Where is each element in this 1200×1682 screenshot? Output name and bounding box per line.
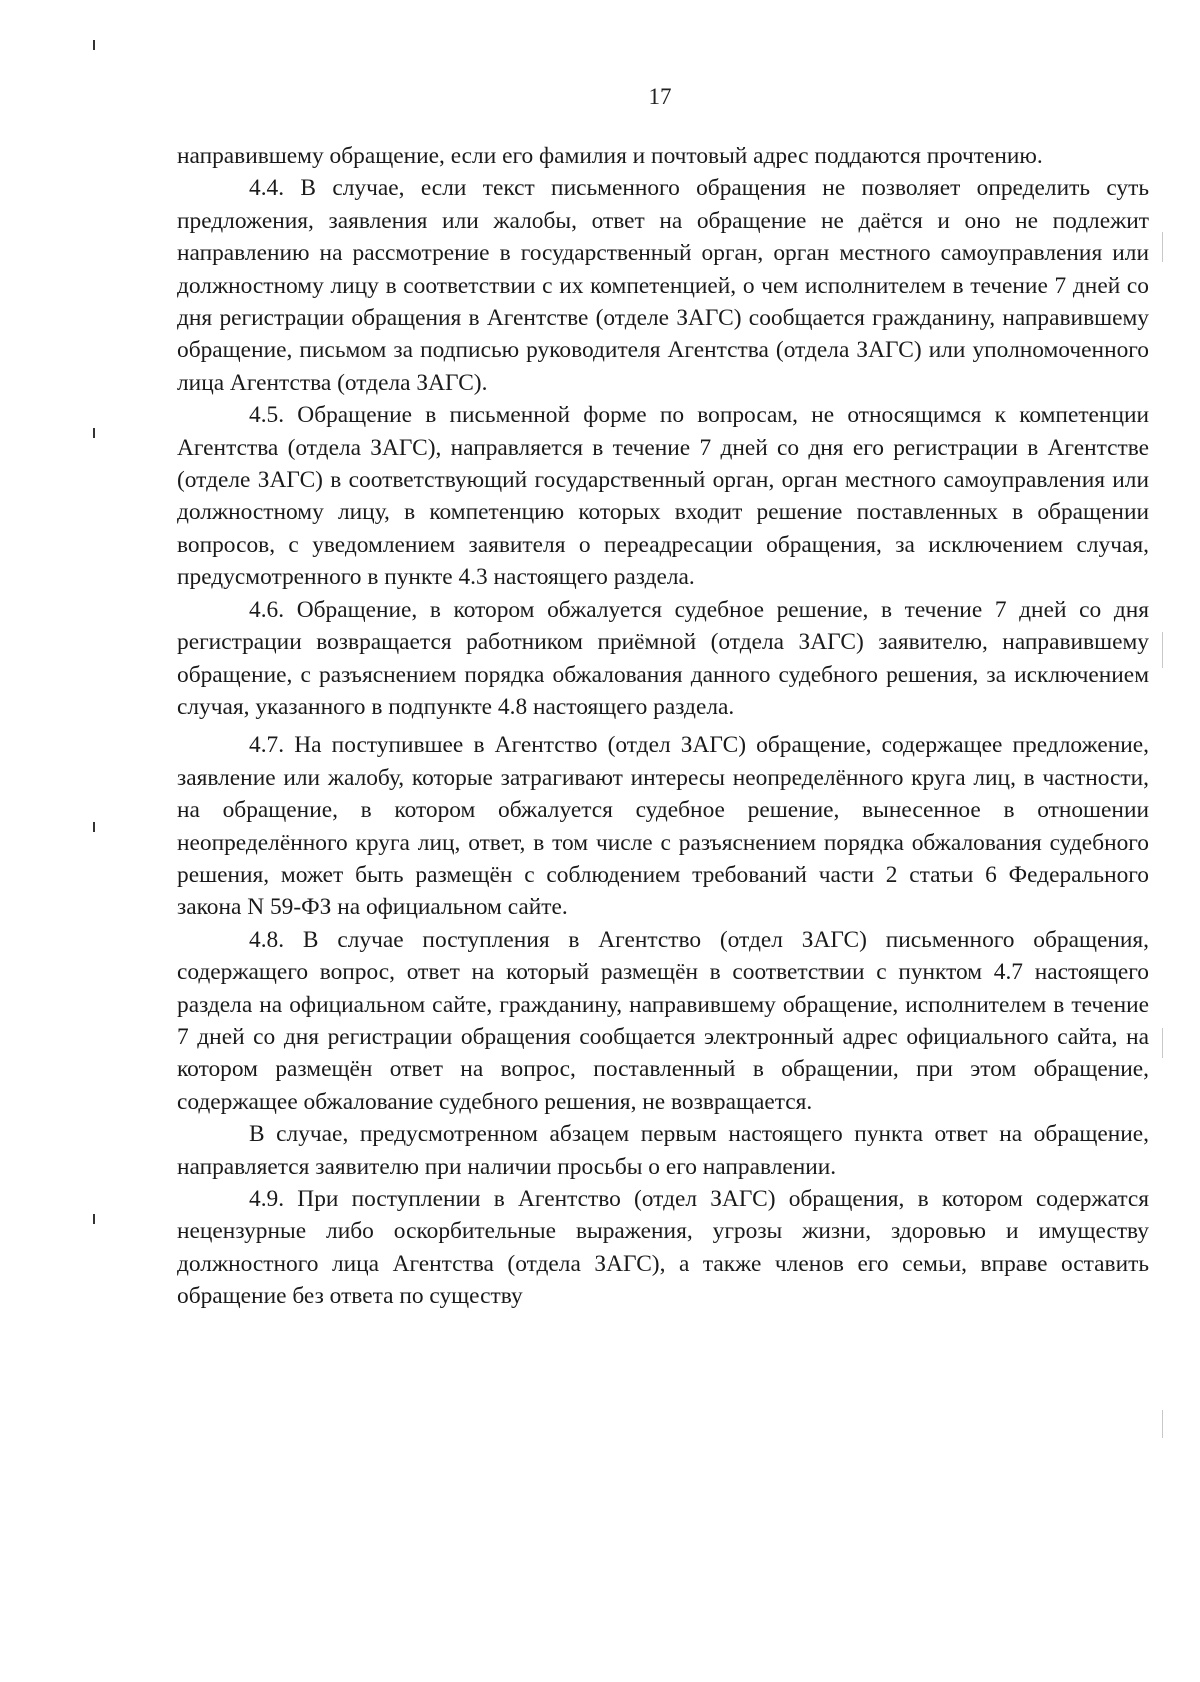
binding-mark [93,822,95,832]
paragraph-4-8: 4.8. В случае поступления в Агентство (отдел ЗАГС) письменного обращения, содержащего вопрос, ответ на который размещён в соответствии с пунктом 4.7 настоящего раздела на официальном сайте, гражданину, направившему обращение, исполнителем в течение 7 дней со дня регистрации обращения сообщается электронный адрес официального сайта, на котором размещён ответ на вопрос, поставленный в обращении, при этом обращение, содержащее обжалование судебного решения, не возвращается. [177,926,1149,1115]
paragraph-4-9: 4.9. При поступлении в Агентство (отдел ЗАГС) обращения, в котором содержатся нецензурные либо оскорбительные выражения, угрозы жизни, здоровью и имуществу должностного лица Агентства (отдела ЗАГС), а также членов его семьи, вправе оставить обращение без ответа по существу [177,1186,1149,1310]
paragraph-4-6: 4.6. Обращение, в котором обжалуется судебное решение, в течение 7 дней со дня регистрации возвращается работником приёмной (отдела ЗАГС) заявителю, направившему обращение, с разъяснением порядка обжалования данного судебного решения, за исключением случая, указанного в подпункте 4.8 настоящего раздела. [177,596,1149,720]
binding-mark [93,40,95,50]
document-body [177,140,1149,1313]
page-number: 17 [648,84,672,109]
paragraph-continuation: направившему обращение, если его фамилия и почтовый адрес поддаются прочтению. [177,143,1043,169]
binding-mark [93,1214,95,1224]
paragraph-4-5: 4.5. Обращение в письменной форме по вопросам, не относящимся к компетенции Агентства (отдела ЗАГС), направляется в течение 7 дней со дня его регистрации в Агентстве (отделе ЗАГС) в соответствующий государственный орган, орган местного самоуправления или должностному лицу, в компетенцию которых входит решение поставленных в обращении вопросов, с уведомлением заявителя о переадресации обращения, за исключением случая, предусмотренного в пункте 4.3 настоящего раздела. [177,402,1149,591]
scan-edge-mark [1162,232,1163,262]
paragraph-4-4: 4.4. В случае, если текст письменного обращения не позволяет определить суть предложения, заявления или жалобы, ответ на обращение не даётся и оно не подлежит направлению на рассмотрение в государственный орган, орган местного самоуправления или должностному лицу в соответствии с их компетенцией, о чем исполнителем в течение 7 дней со дня регистрации обращения в Агентстве (отделе ЗАГС) сообщается гражданину, направившему обращение, письмом за подписью руководителя Агентства (отдела ЗАГС) или уполномоченного лица Агентства (отдела ЗАГС). [177,175,1149,396]
scan-edge-mark [1162,1410,1163,1438]
paragraph-4-7: 4.7. На поступившее в Агентство (отдел ЗАГС) обращение, содержащее предложение, заявление или жалобу, которые затрагивают интересы неопределённого круга лиц, в частности, на обращение, в котором обжалуется судебное решение, вынесенное в отношении неопределённого круга лиц, ответ, в том числе с разъяснением порядка обжалования судебного решения, может быть размещён с соблюдением требований части 2 статьи 6 Федерального закона N 59-ФЗ на официальном сайте. [177,732,1149,921]
paragraph-4-8-second: В случае, предусмотренном абзацем первым настоящего пункта ответ на обращение, направляется заявителю при наличии просьбы о его направлении. [177,1121,1149,1180]
scan-edge-mark [1162,632,1163,668]
scan-edge-mark [1162,1028,1163,1058]
binding-mark [93,428,95,438]
